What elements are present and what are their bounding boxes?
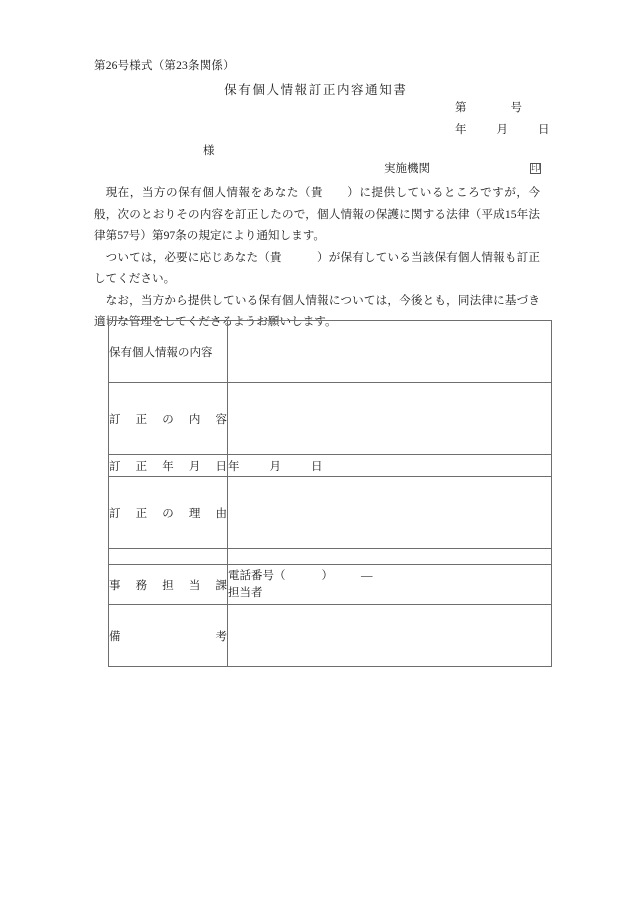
- table-row-spacer: [109, 549, 552, 565]
- document-number-prefix: 第: [455, 102, 467, 114]
- document-number-line: [455, 99, 522, 115]
- row-label-responsible-section: 事 務 担 当 課: [109, 565, 228, 605]
- body-text: [94, 182, 540, 333]
- row-label-remarks: 備 考: [109, 605, 228, 667]
- row-value-correction-date[interactable]: [228, 455, 552, 477]
- row-label-correction-date: 訂 正 年 月 日: [109, 455, 228, 477]
- telephone-line: [228, 568, 551, 585]
- date-month-label: 月: [496, 124, 508, 136]
- row-label-personal-info-content: 保有個人情報の内容: [109, 321, 228, 383]
- person-in-charge-line: 担当者: [228, 586, 263, 599]
- issuer-label: 実施機関: [384, 163, 430, 175]
- table-row-correction-reason: [109, 477, 552, 549]
- addressee-honorific: 様: [203, 145, 215, 157]
- table-row-correction-date: [109, 455, 552, 477]
- correction-details-table: [108, 320, 552, 667]
- table-row-correction-content: [109, 383, 552, 455]
- row-label-spacer: [109, 549, 228, 565]
- telephone-paren-close: ）: [321, 569, 333, 582]
- correction-date-day: 日: [311, 460, 323, 473]
- form-number: 第26号様式（第23条関係）: [94, 60, 235, 72]
- row-label-correction-content: 訂 正 の 内 容: [109, 383, 228, 455]
- row-value-remarks[interactable]: [228, 605, 552, 667]
- body-paragraph-3: なお，当方から提供している保有個人情報については，今後とも，同法律に基づき適切な管理をしてくださるようお願いします。: [94, 293, 540, 328]
- body-paragraph-2: ついては，必要に応じあなた（貴 ）が保有している当該保有個人情報も訂正してください。: [94, 250, 540, 285]
- body-paragraph-1: 現在，当方の保有個人情報をあなた（貴 ）に提供しているところですが，今般，次のとおりその内容を訂正したので，個人情報の保護に関する法律（平成15年法律第57号）第97条の規定により通知します。: [94, 186, 540, 242]
- telephone-dash: —: [361, 569, 373, 582]
- seal-stamp-icon: 印: [531, 164, 541, 174]
- correction-date-year: 年: [228, 460, 240, 473]
- table-row-responsible-section: [109, 565, 552, 605]
- row-value-personal-info-content[interactable]: [228, 321, 552, 383]
- document-date-line: [455, 121, 550, 137]
- correction-date-month: 月: [269, 460, 281, 473]
- date-year-label: 年: [455, 124, 467, 136]
- table-row-personal-info-content: [109, 321, 552, 383]
- row-value-correction-content[interactable]: [228, 383, 552, 455]
- table-row-remarks: [109, 605, 552, 667]
- row-value-correction-reason[interactable]: [228, 477, 552, 549]
- row-value-responsible-section[interactable]: [228, 565, 552, 605]
- row-value-spacer[interactable]: [228, 549, 552, 565]
- issuer-line: [384, 160, 541, 176]
- telephone-label: 電話番号（: [228, 569, 286, 582]
- document-title: 保有個人情報訂正内容通知書: [224, 83, 408, 97]
- row-label-correction-reason: 訂 正 の 理 由: [109, 477, 228, 549]
- date-day-label: 日: [538, 124, 550, 136]
- document-number-suffix: 号: [510, 102, 522, 114]
